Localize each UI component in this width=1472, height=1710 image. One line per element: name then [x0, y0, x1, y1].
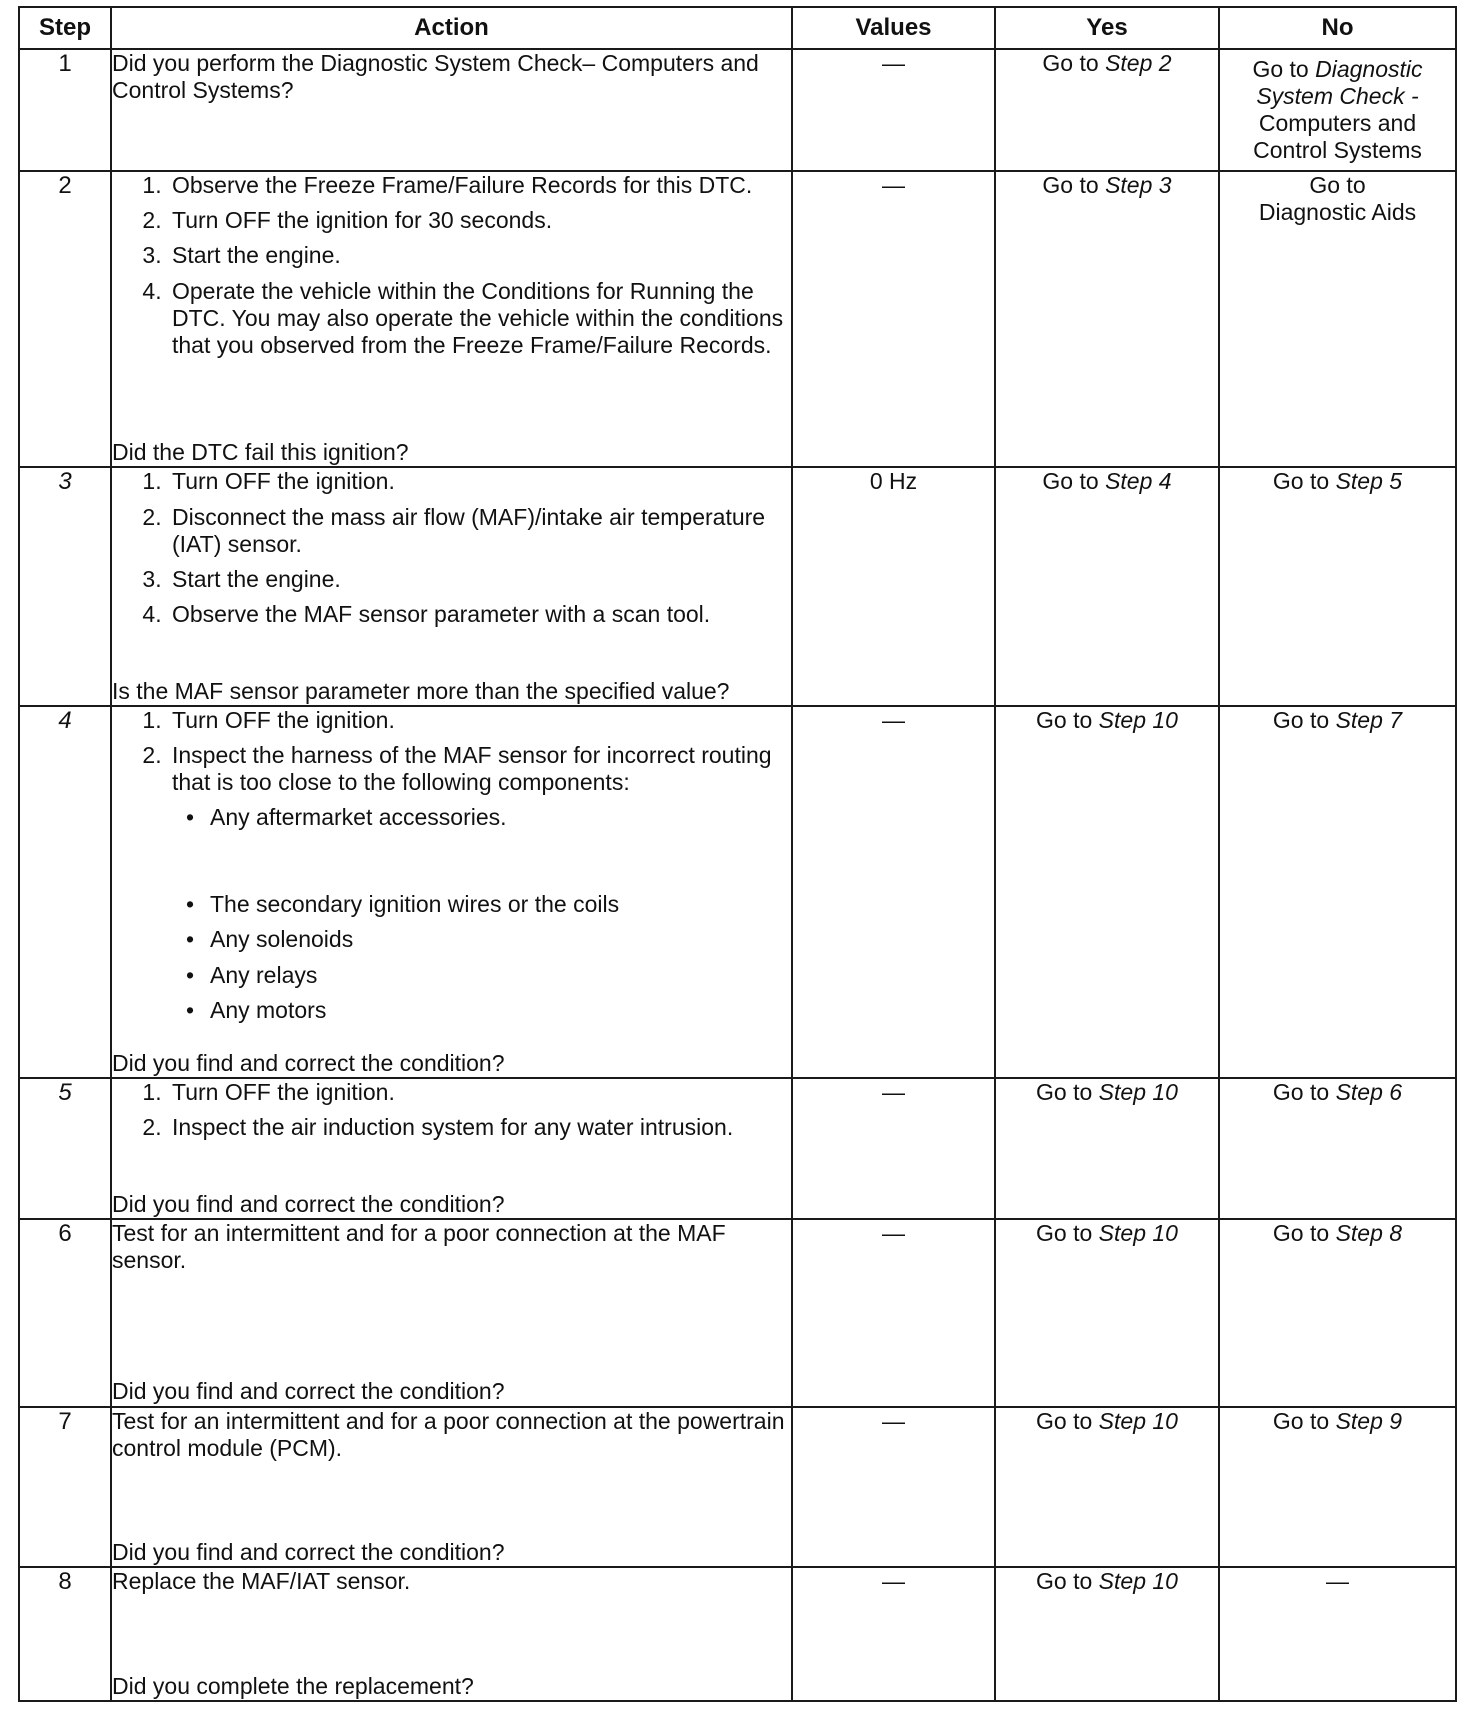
header-row — [19, 7, 1456, 49]
yes-prefix: Go to — [1036, 706, 1099, 733]
yes-step-link[interactable]: Step 2 — [1105, 50, 1172, 76]
no-suffix: Computers and Control Systems — [1253, 110, 1422, 164]
action-step: 2. Inspect the air induction system for any water intrusion. — [168, 1114, 791, 1141]
action-question: Did you complete the replacement? — [112, 1672, 474, 1699]
action-cell — [111, 1407, 792, 1567]
action-cell — [111, 1078, 792, 1219]
no-cell — [1219, 49, 1456, 171]
action-step: 1. Turn OFF the ignition. — [168, 707, 791, 734]
no-cell — [1219, 1219, 1456, 1406]
yes-cell — [995, 171, 1219, 467]
value-cell: — — [792, 1078, 995, 1219]
step-number: 4 — [19, 706, 111, 1078]
no-step-link[interactable]: Step 6 — [1335, 1079, 1403, 1106]
no-prefix: Go to — [1272, 1407, 1336, 1434]
action-step: 2. Disconnect the mass air flow (MAF)/intake air temperature (IAT) sensor. — [168, 504, 791, 558]
no-cell — [1219, 1407, 1456, 1567]
action-cell — [111, 49, 792, 171]
list-item: • Any motors — [206, 997, 791, 1024]
header-action: Action — [111, 7, 792, 49]
value-cell: — — [792, 1407, 995, 1567]
yes-cell — [995, 467, 1219, 705]
list-item: • The secondary ignition wires or the coils — [206, 891, 791, 918]
value-cell: — — [792, 1219, 995, 1406]
step-number: 7 — [19, 1407, 111, 1567]
no-prefix: Go to — [1272, 468, 1336, 495]
no-diagnostic-aids-link[interactable]: Diagnostic Aids — [1258, 199, 1417, 226]
no-line-1: Go to — [1309, 172, 1366, 199]
no-prefix: Go to — [1252, 56, 1316, 82]
action-steps — [112, 468, 791, 632]
yes-cell — [995, 1078, 1219, 1219]
no-cell: — — [1219, 1567, 1456, 1701]
action-question: Did the DTC fail this ignition? — [112, 439, 409, 466]
action-step: 3. Start the engine. — [168, 242, 791, 269]
value-cell: 0 Hz — [792, 467, 995, 705]
table-row — [19, 171, 1456, 467]
yes-cell — [995, 1407, 1219, 1567]
action-cell — [111, 706, 792, 1078]
yes-step-link[interactable]: Step 10 — [1098, 1567, 1178, 1594]
action-question: Is the MAF sensor parameter more than the specified value? — [112, 677, 730, 704]
no-cell — [1219, 706, 1456, 1078]
yes-cell — [995, 706, 1219, 1078]
yes-cell — [995, 49, 1219, 171]
yes-step-link[interactable]: Step 10 — [1098, 1079, 1178, 1106]
table-row — [19, 1219, 1456, 1406]
action-question: Did you find and correct the condition? — [112, 1538, 505, 1565]
table-row — [19, 706, 1456, 1078]
action-step: 2. Turn OFF the ignition for 30 seconds. — [168, 207, 791, 234]
diagnostic-table — [18, 6, 1457, 1702]
no-step-link[interactable]: Diagnostic System Check - — [1256, 56, 1423, 110]
action-text: Replace the MAF/IAT sensor. — [112, 1567, 411, 1594]
action-question: Did you find and correct the condition? — [112, 1378, 505, 1405]
header-step: Step — [19, 7, 111, 49]
table-row — [19, 49, 1456, 171]
header-no: No — [1219, 7, 1456, 49]
action-step — [168, 742, 791, 1024]
action-step-text: Inspect the harness of the MAF sensor for incorrect routing that is too close to the following components: — [172, 741, 772, 796]
value-cell: — — [792, 706, 995, 1078]
step-number: 1 — [19, 49, 111, 171]
yes-step-link[interactable]: Step 3 — [1105, 172, 1172, 199]
list-item: • Any solenoids — [206, 926, 791, 953]
step-number: 8 — [19, 1567, 111, 1701]
no-cell — [1219, 1078, 1456, 1219]
no-step-link[interactable]: Step 8 — [1335, 1220, 1403, 1247]
action-question: Did you find and correct the condition? — [112, 1191, 505, 1218]
yes-step-link[interactable]: Step 10 — [1098, 1220, 1178, 1247]
action-text: Test for an intermittent and for a poor connection at the MAF sensor. — [112, 1220, 726, 1274]
yes-prefix: Go to — [1036, 1220, 1099, 1247]
action-cell — [111, 1567, 792, 1701]
step-number: 6 — [19, 1219, 111, 1406]
action-steps — [112, 1079, 791, 1145]
no-prefix: Go to — [1272, 1079, 1336, 1106]
action-question: Did you find and correct the condition? — [112, 1050, 505, 1077]
action-cell — [111, 467, 792, 705]
no-cell — [1219, 467, 1456, 705]
list-item: • Any aftermarket accessories. — [206, 804, 791, 831]
no-step-link[interactable]: Step 5 — [1335, 468, 1403, 495]
action-steps — [112, 707, 791, 1024]
header-values: Values — [792, 7, 995, 49]
value-cell: — — [792, 1567, 995, 1701]
no-prefix: Go to — [1272, 706, 1336, 733]
yes-prefix: Go to — [1042, 468, 1106, 495]
action-step: 4. Operate the vehicle within the Conditions for Running the DTC. You may also operate the vehicle within the conditions that you observed from the Freeze Frame/Failure Records. — [168, 278, 791, 359]
action-text: Did you perform the Diagnostic System Check– Computers and Control Systems? — [112, 50, 759, 104]
no-prefix: Go to — [1272, 1220, 1336, 1247]
value-cell: — — [792, 171, 995, 467]
step-number: 5 — [19, 1078, 111, 1219]
step-number: 2 — [19, 171, 111, 467]
action-step: 1. Observe the Freeze Frame/Failure Records for this DTC. — [168, 172, 791, 199]
action-text: Test for an intermittent and for a poor connection at the powertrain control module (PCM). — [112, 1407, 785, 1461]
action-step: 4. Observe the MAF sensor parameter with a scan tool. — [168, 601, 791, 628]
header-yes: Yes — [995, 7, 1219, 49]
yes-step-link[interactable]: Step 10 — [1098, 706, 1178, 733]
yes-prefix: Go to — [1042, 50, 1106, 76]
value-cell: — — [792, 49, 995, 171]
yes-step-link[interactable]: Step 4 — [1105, 468, 1172, 495]
action-step: 1. Turn OFF the ignition. — [168, 1079, 791, 1106]
action-cell — [111, 1219, 792, 1406]
table-row — [19, 1407, 1456, 1567]
action-step: 1. Turn OFF the ignition. — [168, 468, 791, 495]
action-steps — [112, 172, 791, 363]
no-cell — [1219, 171, 1456, 467]
yes-prefix: Go to — [1036, 1079, 1099, 1106]
yes-cell — [995, 1219, 1219, 1406]
table-row — [19, 1078, 1456, 1219]
action-step: 3. Start the engine. — [168, 566, 791, 593]
yes-cell — [995, 1567, 1219, 1701]
step-number: 3 — [19, 467, 111, 705]
yes-prefix: Go to — [1042, 172, 1106, 199]
yes-prefix: Go to — [1036, 1407, 1099, 1434]
table-row — [19, 467, 1456, 705]
yes-step-link[interactable]: Step 10 — [1098, 1407, 1178, 1434]
yes-prefix: Go to — [1036, 1567, 1099, 1594]
table-row — [19, 1567, 1456, 1701]
list-item: • Any relays — [206, 962, 791, 989]
no-step-link[interactable]: Step 7 — [1335, 706, 1403, 733]
action-cell — [111, 171, 792, 467]
no-step-link[interactable]: Step 9 — [1335, 1407, 1403, 1434]
component-list — [172, 804, 791, 1024]
